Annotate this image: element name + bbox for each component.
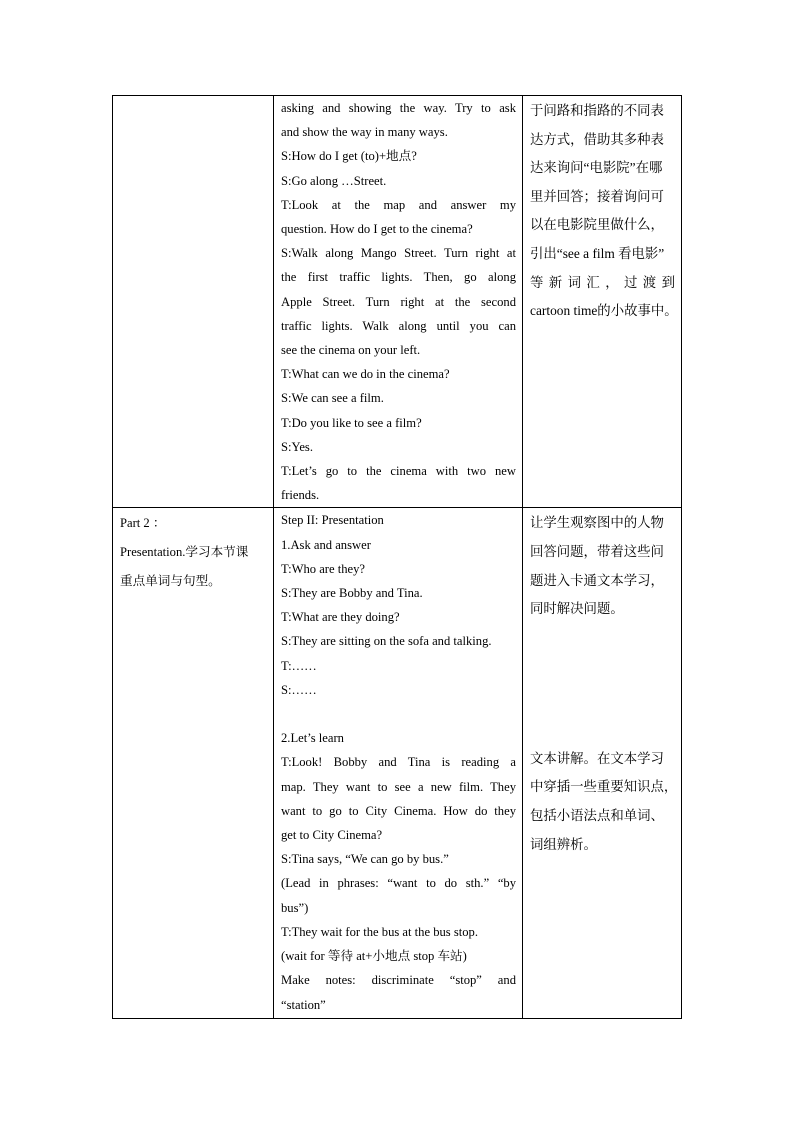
activity-line: asking and showing the way. Try to ask — [281, 101, 516, 115]
purpose-line: 引出“see a film 看电影” — [530, 245, 665, 261]
activity-line: S:Yes. — [281, 439, 313, 454]
purpose-line: 题进入卡通文本学习， — [530, 572, 664, 588]
purpose-line: 包括小语法点和单词、 — [530, 808, 664, 824]
activity-line: T:What are they doing? — [281, 610, 400, 625]
spacer — [523, 624, 681, 744]
activity-line: want to go to City Cinema. How do they — [281, 803, 516, 818]
activity-line: T:Who are they? — [281, 561, 365, 576]
activity-line: map. They want to see a new film. They — [281, 779, 516, 794]
table-row — [113, 96, 682, 508]
purpose-line: 以在电影院里做什么， — [530, 217, 664, 233]
stage-cell — [113, 96, 274, 508]
purpose-line: 达方式，借助其多种表 — [530, 131, 664, 147]
activity-line: friends. — [281, 488, 320, 503]
purpose-cell — [523, 96, 682, 508]
purpose-line: cartoon time的小故事中。 — [530, 303, 678, 319]
activity-line: 1.Ask and answer — [281, 537, 371, 552]
activity-line: T:They wait for the bus at the bus stop. — [281, 924, 478, 939]
purpose-line: 让学生观察图中的人物 — [530, 515, 664, 531]
activity-line: Step II: Presentation — [281, 513, 384, 528]
activity-line: S:They are Bobby and Tina. — [281, 586, 423, 601]
activity-line: S:…… — [281, 682, 317, 697]
activity-line: traffic lights. Walk along until you can — [281, 318, 516, 333]
activity-cell — [274, 96, 523, 508]
stage-cell — [113, 508, 274, 1019]
activity-line: S:Go along …Street. — [281, 173, 387, 188]
stage-line: Presentation.学习本节课 — [120, 545, 249, 560]
activity-line: T:What can we do in the cinema? — [281, 367, 450, 382]
activity-line: and show the way in many ways. — [281, 125, 448, 140]
purpose-line: 达来询问“电影院”在哪 — [530, 160, 663, 176]
activity-line: “station” — [281, 997, 326, 1012]
activity-line: the first traffic lights. Then, go along — [281, 270, 516, 285]
activity-line: T:Look! Bobby and Tina is reading a — [281, 755, 516, 770]
activity-cell — [274, 508, 523, 1019]
activity-line: S:How do I get (to)+地点? — [281, 149, 417, 164]
table-row — [113, 508, 682, 1019]
activity-line: 2.Let’s learn — [281, 731, 344, 746]
purpose-line: 同时解决问题。 — [530, 601, 624, 617]
purpose-line: 文本讲解。在文本学习 — [530, 750, 664, 766]
purpose-line: 回答问题，带着这些问 — [530, 544, 664, 560]
purpose-line: 等 新 词 汇 ， 过 渡 到 — [530, 274, 675, 290]
purpose-line: 于问路和指路的不同表 — [530, 103, 664, 118]
purpose-line: 里并回答；接着询问可 — [530, 188, 664, 204]
activity-line: Make notes: discriminate “stop” and — [281, 973, 516, 988]
activity-line: see the cinema on your left. — [281, 343, 421, 358]
activity-line: (wait for 等待 at+小地点 stop 车站) — [281, 949, 467, 964]
activity-line: S:They are sitting on the sofa and talking. — [281, 634, 492, 649]
activity-line: S:Walk along Mango Street. Turn right at — [281, 246, 516, 261]
activity-line: S:Tina says, “We can go by bus.” — [281, 852, 449, 867]
stage-line: 重点单词与句型。 — [120, 573, 221, 588]
activity-line: (Lead in phrases: “want to do sth.” “by — [281, 876, 516, 891]
activity-line: T:Let’s go to the cinema with two new — [281, 464, 516, 479]
activity-line: T:…… — [281, 658, 317, 673]
activity-line: T:Look at the map and answer my — [281, 197, 516, 212]
purpose-cell — [523, 508, 682, 1019]
activity-line: bus”) — [281, 900, 309, 915]
stage-line: Part 2 ： — [120, 516, 166, 531]
activity-line: get to City Cinema? — [281, 828, 383, 843]
lesson-plan-table — [112, 95, 682, 1019]
purpose-line: 词组辨析。 — [530, 836, 597, 852]
activity-line: T:Do you like to see a film? — [281, 415, 422, 430]
activity-line: Apple Street. Turn right at the second — [281, 294, 516, 309]
activity-line: question. How do I get to the cinema? — [281, 222, 473, 237]
purpose-line: 中穿插一些重要知识点， — [530, 779, 678, 795]
activity-line: S:We can see a film. — [281, 391, 384, 406]
activity-line — [281, 702, 516, 726]
